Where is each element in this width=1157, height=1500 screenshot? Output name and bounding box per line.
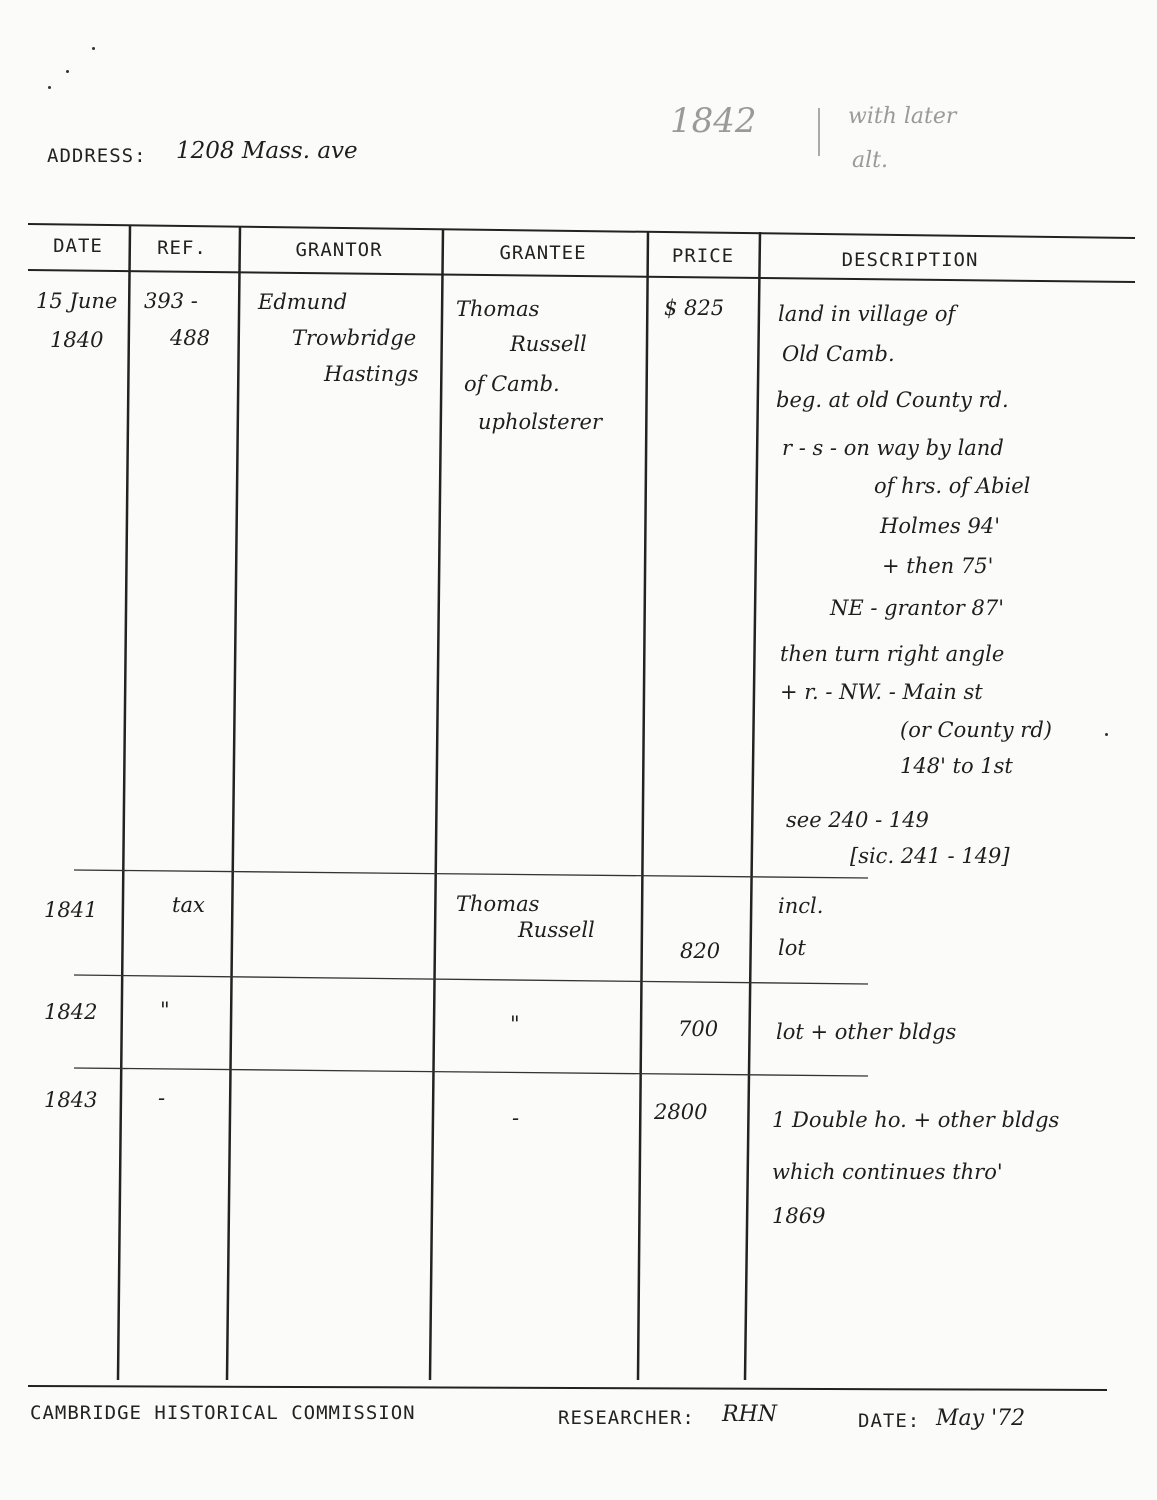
researcher-value: RHN	[722, 1402, 777, 1427]
row2-grantee-line2: Russell	[518, 918, 595, 942]
row4-description-line: 1869	[772, 1204, 826, 1228]
row1-grantor-line2: Trowbridge	[292, 326, 417, 350]
row1-grantor-line3: Hastings	[324, 362, 419, 386]
row3-ref: "	[160, 998, 170, 1022]
row1-ref-line1: 393 -	[144, 289, 198, 313]
row2-ref: tax	[172, 893, 205, 917]
row1-price: $ 825	[664, 296, 725, 320]
row4-description-line: 1 Double ho. + other bldgs	[772, 1108, 1060, 1132]
row1-description-line: r - s - on way by land	[782, 436, 1004, 460]
row1-description-line: then turn right angle	[780, 642, 1005, 666]
col-header-ref: REF.	[157, 237, 207, 259]
col-header-grantee: GRANTEE	[499, 242, 587, 264]
row1-ref-line2: 488	[170, 326, 211, 350]
row1-description-line: 148' to 1st	[900, 754, 1013, 778]
stray-mark	[92, 47, 95, 50]
row1-description-line: land in village of	[778, 302, 956, 326]
row1-description-line: see 240 - 149	[786, 808, 929, 832]
stray-mark	[1105, 733, 1108, 736]
row2-description-line: lot	[778, 936, 806, 960]
row4-grantee: -	[512, 1106, 520, 1130]
commission-label: CAMBRIDGE HISTORICAL COMMISSION	[30, 1402, 416, 1424]
note-divider	[818, 108, 820, 156]
row2-description-line: incl.	[778, 894, 824, 918]
row4-price: 2800	[654, 1100, 708, 1124]
row2-price: 820	[680, 939, 721, 963]
row1-grantee-line4: upholsterer	[478, 410, 603, 434]
row1-date-line2: 1840	[50, 328, 104, 352]
row1-description-line: Old Camb.	[782, 342, 895, 366]
stray-mark	[48, 86, 51, 89]
row1-description-line: (or County rd)	[900, 718, 1052, 742]
alt-note-line1: with later	[848, 104, 957, 129]
row4-date: 1843	[44, 1088, 98, 1112]
row1-description-line: NE - grantor 87'	[830, 596, 1004, 620]
row1-description-line: + then 75'	[882, 554, 994, 578]
year-note: 1842	[670, 101, 757, 141]
address-label: ADDRESS:	[47, 145, 147, 167]
row3-description-line: lot + other bldgs	[776, 1020, 957, 1044]
row2-date: 1841	[44, 898, 98, 922]
address-value: 1208 Mass. ave	[176, 138, 358, 164]
row2-grantee-line1: Thomas	[456, 892, 540, 916]
row1-grantee-line1: Thomas	[456, 297, 540, 321]
row1-grantor-line1: Edmund	[258, 290, 348, 314]
row3-grantee: "	[510, 1012, 520, 1036]
row1-grantee-line2: Russell	[510, 332, 587, 356]
col-header-date: DATE	[53, 235, 103, 257]
footer-date-value: May '72	[936, 1406, 1026, 1431]
alt-note-line2: alt.	[852, 148, 888, 173]
row3-date: 1842	[44, 1000, 98, 1024]
row1-description-line: Holmes 94'	[880, 514, 1000, 538]
footer-date-label: DATE:	[858, 1410, 921, 1432]
stray-mark	[66, 70, 69, 73]
row4-description-line: which continues thro'	[772, 1160, 1003, 1184]
row1-grantee-line3: of Camb.	[464, 372, 560, 396]
row4-ref: -	[158, 1086, 166, 1110]
row1-description-line: of hrs. of Abiel	[874, 474, 1031, 498]
row3-price: 700	[678, 1017, 719, 1041]
col-header-price: PRICE	[671, 245, 735, 267]
row1-description-line: [sic. 241 - 149]	[850, 844, 1010, 868]
researcher-label: RESEARCHER:	[558, 1407, 695, 1429]
row1-description-line: beg. at old County rd.	[776, 388, 1009, 412]
col-header-description: DESCRIPTION	[841, 249, 979, 271]
row1-description-line: + r. - NW. - Main st	[780, 680, 983, 704]
row1-date-line1: 15 June	[36, 289, 118, 313]
col-header-grantor: GRANTOR	[295, 239, 383, 261]
